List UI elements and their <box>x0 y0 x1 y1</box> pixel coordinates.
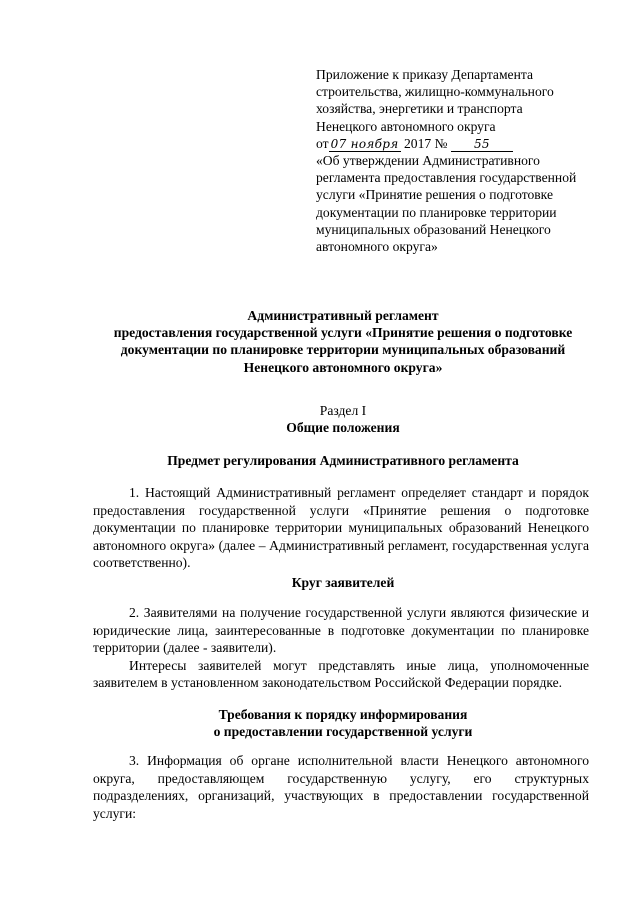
paragraph-text: 1. Настоящий Административный регламент определяет стандарт и порядок предоставления государственной услуги «Принятие решения о подготовке документации по планировке территории муниципальных образований Ненецкого автономного округа» (далее – Административный регламент, государственная услуга соответственно). <box>93 485 589 571</box>
title-line: документации по планировке территории муниципальных образований <box>120 342 566 358</box>
heading-text: Требования к порядку информирования <box>218 707 468 722</box>
paragraph-text: 3. Информация об органе исполнительной власти Ненецкого автономного округа, предоставляющем государственную услугу, его структурных подразделениях, организаций, участвующих в предоставлении государственной услуги: <box>93 753 589 821</box>
appendix-line: строительства, жилищно-коммунального <box>316 84 554 100</box>
appendix-block <box>316 66 616 255</box>
title-line: Административный регламент <box>247 308 439 323</box>
section-label: Раздел I <box>319 403 367 418</box>
appendix-line: хозяйства, энергетики и транспорта <box>316 101 523 117</box>
order-date-line <box>316 135 616 152</box>
document-title <box>100 307 586 376</box>
paragraph-text: 2. Заявителями на получение государственной услуги являются физические и юридические лица, заинтересованные в подготовке документации по планировке территории (далее - заявители). <box>93 605 589 656</box>
section-heading <box>80 402 606 436</box>
heading-text: Предмет регулирования Административного регламента <box>167 453 519 468</box>
appendix-line: регламента предоставления государственной <box>316 170 577 186</box>
order-year: 2017 № <box>403 135 448 151</box>
title-line: Ненецкого автономного округа» <box>243 359 443 375</box>
paragraph-2 <box>93 604 589 692</box>
section-name: Общие положения <box>286 420 400 436</box>
subject-heading <box>80 452 606 469</box>
appendix-line: документации по планировке территории <box>316 204 557 220</box>
paragraph-1 <box>93 484 589 572</box>
appendix-line: услуги «Принятие решения о подготовке <box>316 187 553 203</box>
appendix-line: Ненецкого автономного округа <box>316 118 496 134</box>
handwritten-date: 07 ноября <box>329 138 401 152</box>
handwritten-number: 55 <box>451 138 513 152</box>
title-line: предоставления государственной услуги «Принятие решения о подготовке <box>113 325 573 341</box>
paragraph-4 <box>93 752 589 822</box>
appendix-line: Приложение к приказу Департамента <box>316 67 534 82</box>
applicants-heading <box>80 574 606 591</box>
appendix-line: «Об утверждении Административного <box>316 153 540 169</box>
date-prefix: от <box>316 135 329 151</box>
heading-text: о предоставлении государственной услуги <box>213 724 473 740</box>
info-heading <box>80 706 606 740</box>
appendix-line: автономного округа» <box>316 239 438 255</box>
appendix-line: муниципальных образований Ненецкого <box>316 221 551 237</box>
heading-text: Круг заявителей <box>291 575 395 590</box>
paragraph-text: Интересы заявителей могут представлять иные лица, уполномоченные заявителем в установленном законодательством Российской Федерации порядке. <box>93 657 589 691</box>
